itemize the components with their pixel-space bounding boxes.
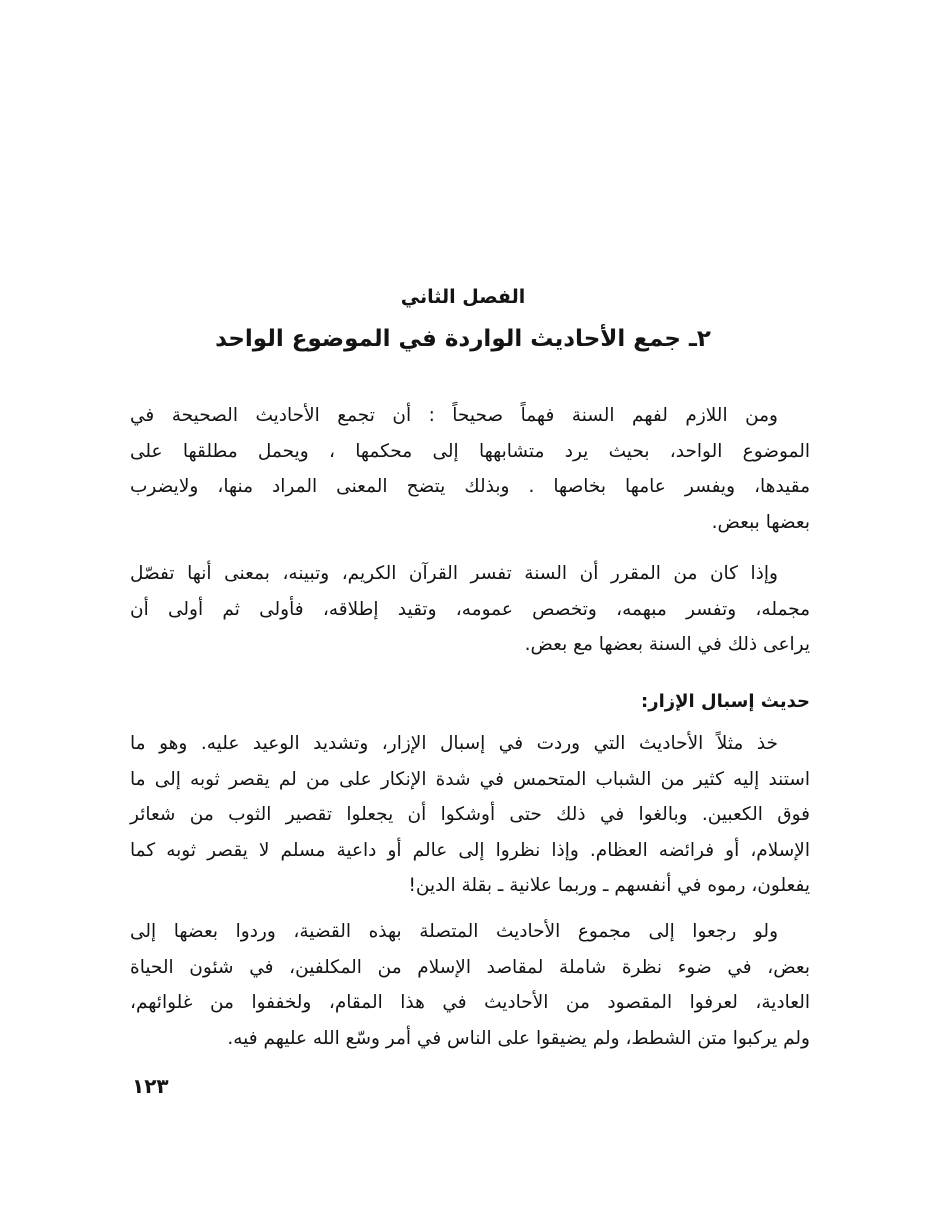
text-line: فوق الكعبين. وبالغوا في ذلك حتى أوشكوا أن يجعلوا تقصير الثوب من شعائر [130, 804, 810, 825]
paragraph-izar [130, 726, 810, 904]
text-line: بعض، في ضوء نظرة شاملة لمقاصد الإسلام من المكلفين، في شئون الحياة [130, 956, 810, 978]
text-line: الإسلام، أو فرائضه العظام. وإذا نظروا إلى عالم أو داعية مسلم لا يقصر ثوبه كما [130, 839, 810, 861]
text-line: ولم يركبوا متن الشطط، ولم يضيقوا على الناس في أمر وسّع الله عليهم فيه. [227, 1027, 810, 1049]
paragraph [130, 556, 810, 663]
text-line: خذ مثلاً الأحاديث التي وردت في إسبال الإزار، وتشديد الوعيد عليه. وهو ما [130, 733, 778, 754]
paragraph-conclusion [130, 914, 810, 1056]
text-line: العادية، لعرفوا المقصود من الأحاديث في هذا المقام، ولخففوا من غلوائهم، [130, 992, 810, 1013]
text-line: بعضها ببعض. [711, 511, 810, 533]
text-line: مجمله، وتفسر مبهمه، وتخصص عمومه، وتقيد إطلاقه، فأولى ثم أولى أن [130, 598, 810, 620]
chapter-label: الفصل الثاني [400, 286, 526, 308]
paragraph-sunnah [130, 556, 810, 663]
text-line: استند إليه كثير من الشباب المتحمس في شدة الإنكار على من لم يقصر ثوبه إلى ما [130, 768, 810, 790]
text-line: مقيدها، ويفسر عامها بخاصها . وبذلك يتضح المعنى المراد منها، ولايضرب [130, 476, 810, 497]
text-line: ولو رجعوا إلى مجموع الأحاديث المتصلة بهذه القضية، وردوا بعضها إلى [130, 921, 778, 942]
text-line: يراعى ذلك في السنة بعضها مع بعض. [524, 634, 810, 655]
page-number: ١٢٣ [132, 1074, 169, 1098]
text-line: الموضوع الواحد، بحيث يرد متشابهها إلى محكمها ، ويحمل مطلقها على [130, 440, 810, 462]
paragraph [130, 914, 810, 1056]
section-title: ٢ـ جمع الأحاديث الواردة في الموضوع الواحد [215, 326, 711, 352]
subheading: حديث إسبال الإزار: [641, 691, 810, 712]
text-line: وإذا كان من المقرر أن السنة تفسر القرآن الكريم، وتبينه، بمعنى أنها تفصّل [130, 563, 778, 584]
paragraph [130, 398, 810, 540]
text-line: ومن اللازم لفهم السنة فهماً صحيحاً : أن تجمع الأحاديث الصحيحة في [130, 405, 778, 426]
paragraph-intro [130, 398, 810, 540]
text-line: يفعلون، رموه في أنفسهم ـ وربما علانية ـ بقلة الدين! [408, 875, 810, 896]
paragraph [130, 726, 810, 904]
